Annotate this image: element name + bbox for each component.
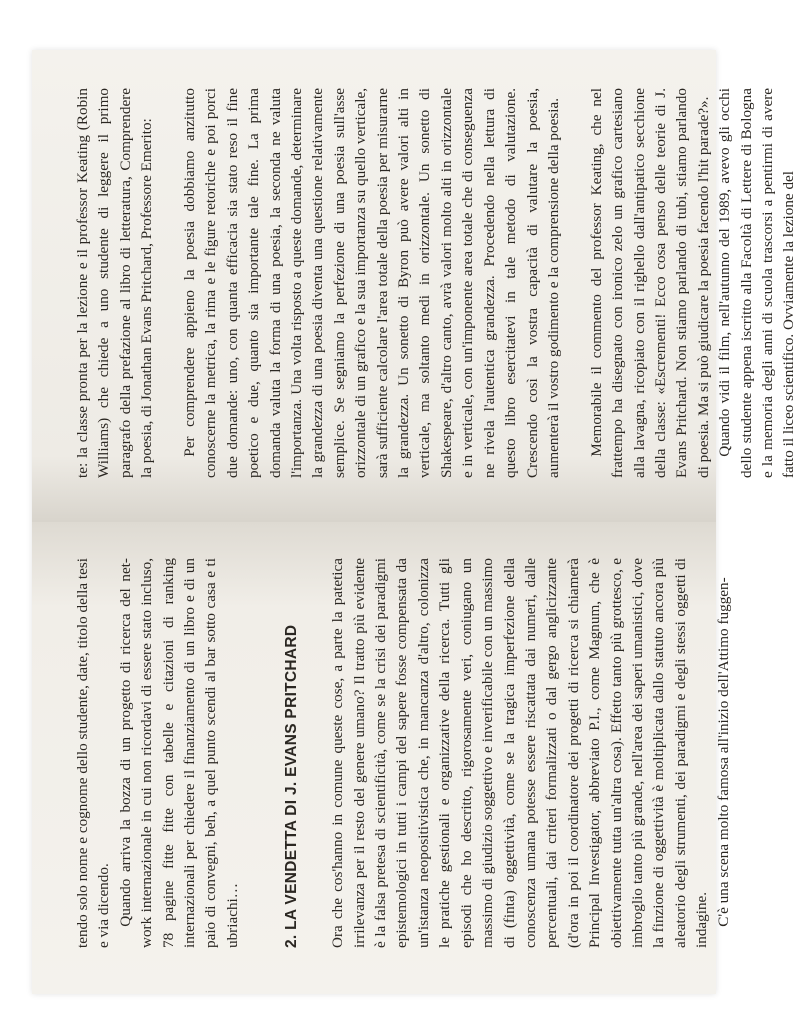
left-page bbox=[32, 522, 732, 994]
right-paragraph-1: te: la classe pronta per la lezione e il professor Keating (Robin Williams) che chiede a uno studente di leggere il primo paragrafo della prefazione al libro di letteratura, Comprendere la poesia, di Jonathan Evans Pritchard, Professore Emerito: bbox=[74, 88, 156, 478]
book-spread bbox=[32, 50, 798, 994]
left-paragraph-1: tendo solo nome e cognome dello studente, date, titolo della tesi e via dicendo. bbox=[74, 558, 113, 948]
left-paragraph-3: Ora che cos'hanno in comune queste cose, a parte la patetica irrilevanza per il resto del genere umano? Il tratto più evidente è la falsa pretesa di scientificità, come se la crisi dei paradigmi epistemologici in tutti i campi del sapere fosse compensata da un'istanza neopositivistica che, in mancanza d'altro, colonizza le pratiche gestionali e organizzative della ricerca. Tutti gli episodi che ho descritto, rigorosamente veri, coniugano un massimo di giudizio soggettivo e inverificabile con un massimo di (finta) oggettività, come se la tragica imperfezione della conoscenza umana potesse essere riscattata dai numeri, dalle percentuali, dai criteri formalizzati o dal gergo anglicizzante (d'ora in poi il coordinatore dei progetti di ricerca si chiamerà Principal Investigator, abbreviato P.I., come Magnum, che è obiettivamente tutta un'altra cosa). Effetto tanto più grottesco, e imbroglio tanto più grande, nell'area dei saperi umanistici, dove la finzione di oggettività è moltiplicata dallo statuto ancora più aleatorio degli strumenti, dei paradigmi e degli stessi oggetti di indagine. bbox=[329, 558, 711, 948]
left-paragraph-2: Quando arriva la bozza di un progetto di ricerca del net-work internazionale in cui non ricordavi di essere stato incluso, 78 pagine fitte fitte con tabelle e citazioni di ranking internazionali per chiedere il finanziamento di un libro e di un paio di convegni, beh, a quel punto scendi al bar sotto casa e ti ubriachi… bbox=[116, 558, 241, 948]
right-paragraph-4: Quando vidi il film, nell'autunno del 1989, avevo gli occhi dello studente appena iscritto alla Facoltà di Lettere di Bologna e la memoria degli anni di scuola trascorsi a pentirmi di avere fatto il liceo scientifico. Ovviamente la lezione del bbox=[716, 88, 798, 478]
section-heading: 2. LA VENDETTA DI J. EVANS PRITCHARD bbox=[283, 624, 301, 948]
right-page bbox=[32, 50, 798, 522]
block-quote: Per comprendere appieno la poesia dobbiamo anzitutto conoscerne la metrica, la rima e le figure retoriche e poi porci due domande: uno, con quanta efficacia sia stato reso il fine poetico e due, quanto sia importante tale fine. La prima domanda valuta la forma di una poesia, la seconda ne valuta l'importanza. Una volta risposto a queste domande, determinare la grandezza di una poesia diventa una questione relativamente semplice. Se segniamo la perfezione di una poesia sull'asse orizzontale di un grafico e la sua importanza su quello verticale, sarà sufficiente calcolare l'area totale della poesia per misurarne la grandezza. Un sonetto di Byron può avere valori alti in verticale, ma soltanto medi in orizzontale. Un sonetto di Shakespeare, d'altro canto, avrà valori molto alti in orizzontale e in verticale, con un'imponente area totale che di conseguenza ne rivela l'autentica grandezza. Procedendo nella lettura di questo libro esercitatevi in tale metodo di valutazione. Crescendo così la vostra capacità di valutare la poesia, aumenterà il vostro godimento e la comprensione della poesia. bbox=[181, 88, 562, 478]
left-paragraph-4: C'è una scena molto famosa all'inizio dell'Attimo fuggen- bbox=[714, 577, 732, 927]
right-paragraph-3: Memorabile il commento del professor Keating, che nel frattempo ha disegnato con ironico zelo un grafico cartesiano alla lavagna, ricopiato con il righello dall'antipatico secchione della classe: «Escrementi! Ecco cosa penso delle teorie di J. Evans Pritchard. Non stiamo parlando di tubi, stiamo parlando di poesia. Ma si può giudicare la poesia facendo l'hit parade?». bbox=[587, 88, 712, 478]
right-page-text bbox=[72, 88, 798, 478]
left-page-text bbox=[72, 558, 732, 948]
